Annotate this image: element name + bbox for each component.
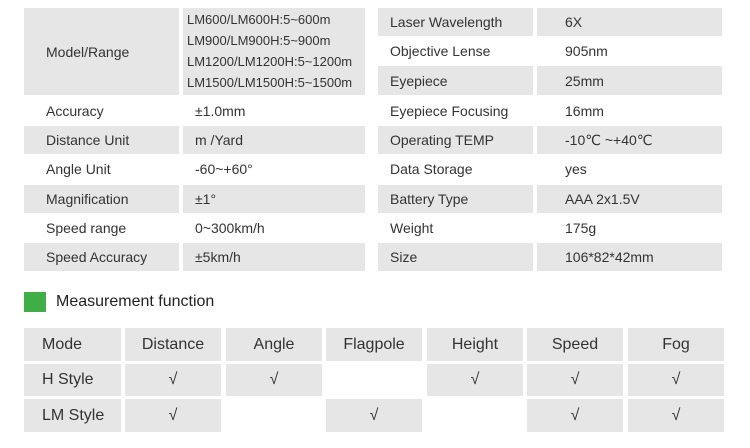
spec-value: 175g (565, 220, 597, 236)
spec-label: Eyepiece (378, 66, 533, 95)
spec-value: 905nm (565, 43, 608, 59)
spec-label: Eyepiece Focusing (390, 102, 509, 119)
spec-label: Angle Unit (46, 161, 111, 177)
check-cell (427, 399, 523, 432)
measurement-header: Speed (527, 328, 623, 361)
check-cell: √ (226, 364, 322, 396)
measurement-header: Fog (628, 328, 724, 361)
spec-value: AAA 2x1.5V (537, 185, 722, 213)
measurement-header: Distance (125, 328, 221, 361)
spec-value: ±5km/h (183, 243, 365, 271)
spec-value: 6X (537, 8, 722, 36)
spec-value: -10℃ ~+40℃ (537, 126, 722, 154)
model-range-line: LM600/LM600H:5~600m (187, 12, 331, 28)
spec-value: ±1.0mm (195, 102, 246, 119)
spec-value: m /Yard (183, 126, 365, 154)
measurement-header: Mode (24, 328, 121, 361)
measurement-row-label: LM Style (24, 399, 121, 432)
measurement-header: Angle (226, 328, 322, 361)
measurement-section-title (24, 292, 214, 312)
spec-label: Accuracy (46, 102, 104, 119)
spec-value: -60~+60° (195, 161, 253, 177)
spec-label: Distance Unit (24, 126, 179, 154)
spec-label: Weight (390, 220, 434, 236)
spec-value: 25mm (537, 66, 722, 95)
check-cell: √ (527, 399, 623, 432)
spec-label: Laser Wavelength (378, 8, 533, 36)
spec-label: Speed range (46, 220, 127, 236)
measurement-header: Flagpole (326, 328, 422, 361)
spec-label: Data Storage (390, 161, 473, 177)
spec-value: yes (565, 161, 587, 177)
model-range-line: LM1500/LM1500H:5~1500m (187, 74, 353, 90)
spec-value: ±1° (183, 185, 365, 213)
measurement-row-label: H Style (24, 364, 121, 396)
spec-value: 0~300km/h (195, 220, 265, 236)
check-cell: √ (125, 399, 221, 432)
model-range-line: LM900/LM900H:5~900m (187, 33, 331, 49)
check-cell: √ (628, 364, 724, 396)
check-cell: √ (628, 399, 724, 432)
model-range-label: Model/Range (24, 8, 179, 95)
check-cell: √ (427, 364, 523, 396)
check-cell: √ (326, 399, 422, 432)
spec-value: 16mm (565, 102, 604, 119)
check-cell (326, 364, 422, 396)
spec-label: Battery Type (378, 185, 533, 213)
measurement-header: Height (427, 328, 523, 361)
model-range-line: LM1200/LM1200H:5~1200m (187, 53, 353, 69)
spec-label: Speed Accuracy (24, 243, 179, 271)
spec-label: Magnification (24, 185, 179, 213)
model-range-values (183, 8, 365, 95)
check-cell: √ (125, 364, 221, 396)
check-cell (226, 399, 322, 432)
measurement-title: Measurement function (56, 293, 215, 310)
spec-value: 106*82*42mm (537, 243, 722, 271)
spec-label: Objective Lense (390, 43, 491, 59)
spec-label: Size (378, 243, 533, 271)
green-square-icon (24, 292, 46, 312)
check-cell: √ (527, 364, 623, 396)
spec-label: Operating TEMP (378, 126, 533, 154)
